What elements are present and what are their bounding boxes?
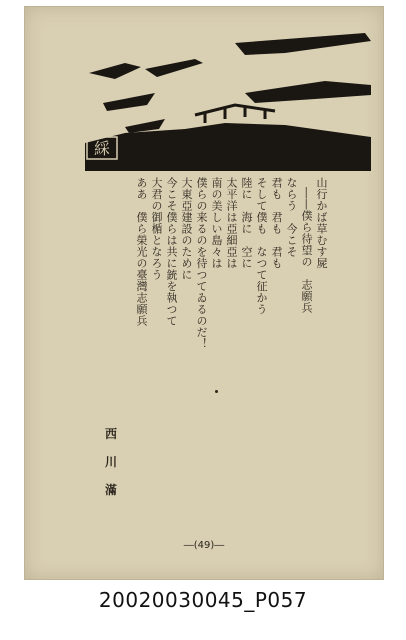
author-name-char: 西	[105, 427, 118, 441]
stamp-char: 綵	[93, 139, 111, 158]
poem-line: 大君の御楯となろう	[150, 177, 163, 281]
cloud-shape	[235, 33, 371, 55]
cloud-shape	[103, 93, 155, 111]
author-name-char: 川	[105, 455, 118, 469]
author-name-char: 滿	[105, 483, 118, 497]
cloud-shape	[145, 59, 203, 77]
poem-line: 今こそ僕らは共に銃を執つて	[165, 177, 178, 327]
image-caption: 20020030045_P057	[98, 588, 308, 612]
poem-line: ――僕ら待望の 志願兵	[300, 187, 313, 314]
cloud-shape	[89, 63, 141, 79]
poem-line: 陸に 海に 空に	[240, 177, 253, 269]
cloud-shape	[245, 81, 371, 103]
fence-railing	[195, 105, 275, 123]
poem-line: 太平洋は亞細亞は	[225, 177, 238, 269]
poem-line: ああ 僕ら榮光の臺灣志願兵	[135, 177, 148, 327]
ink-speck	[215, 390, 218, 393]
page-number: ―(49)―	[183, 540, 225, 551]
poem-line: そして僕も なつて征かう	[255, 177, 268, 315]
document-page	[24, 6, 384, 580]
poem-line: 山行かば草むす屍	[315, 177, 328, 269]
poem-line: 南の美しい島々は	[210, 177, 223, 269]
poem-line: 大東亞建設のために	[180, 177, 193, 281]
poem-line: ならう 今こそ	[285, 177, 298, 258]
poem-line: 君も 君も 君も	[270, 177, 283, 269]
woodcut-illustration	[85, 33, 371, 171]
poem-line: 僕らの来るのを待つてゐるのだ！	[195, 177, 208, 350]
